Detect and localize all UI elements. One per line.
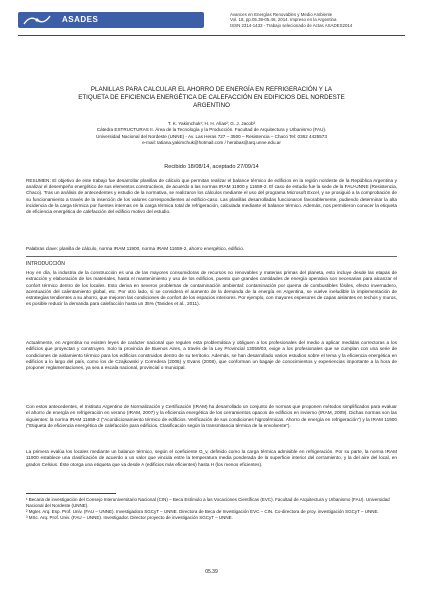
abstract-divider — [26, 256, 397, 257]
page-number: 05.39 — [205, 569, 218, 575]
section-heading-introduction: INTRODUCCIÓN — [26, 261, 65, 267]
journal-line: ISSN 2314-1433 - Trabajo selecionado de Actas ASADES2014 — [230, 22, 353, 28]
body-paragraph: Con estos antecedentes, el Instituto Argentino de Normalización y Certificación (IRAM) ha desarrollado un conjunto de normas que proponen métodos simplificados para evaluar el ahorro de energía en refrigeración en verano (IRAM, 2007) y la eficiencia energética de los cerramientos opacos de edificios en invierno (IRAM, 2009). Dichas normas son las siguientes: la norma IRAM 11659-2 (“Acondicionamiento térmico de edificios. Verificación de sus condiciones higrotérmicas. Ahorro de energía en refrigeración”) y la IRAM 11900 (“Etiqueta de eficiencia energética de calefacción para edificios. Clasificación según la transmitancia térmica de la envolvente”). — [26, 404, 397, 428]
journal-info — [230, 12, 408, 28]
abstract: RESUMEN: El objetivo de este trabajo fue desarrollar planillas de cálculo que permitan realizar el balance térmico de edificios en la región nordeste de la República Argentina y analizar el desempeño energético de sus elementos constructivos, de acuerdo a las normas IRAM 11900 y 11659-2. El caso de estudio fue la sede de la FAU-UNNE (Resistencia, Chaco). Tras un análisis de antecedentes y estudio de la normativa, se realizaron los cálculos mediante el uso del programa Microsoft Excel, y se prosiguió a la comprobación de su funcionamiento a través de la inserción de los valores correspondientes al edificio-caso. Las planillas desarrolladas funcionaron favorablemente, pudiendo determinar la alta incidencia de la carga térmica por fuentes internas en la carga térmica total de refrigeración, calculada mediante el balance térmico. Además, nos permitieron conocer la etiqueta de eficiencia energética de calefacción del edificio motivo del estudio. — [26, 178, 397, 215]
journal-line: Avances en Energías Renovables y Medio Ambiente — [230, 12, 333, 17]
footnote: ² Mgter. Arq. Esp. Prof. Univ. (FAU – UNNE). Investigadora SGCyT – UNNE. Directora de Beca de Investigación EVC – CIN. Co-directora de proy. investigación SGCyT – UNNE. — [26, 509, 379, 514]
received-dates: Recibido 18/08/14, aceptado 27/09/14 — [164, 164, 259, 170]
keywords: Palabras clave: planilla de cálculo, norma IRAM 11900, norma IRAM 11659-2, ahorro energético, edificio. — [26, 246, 245, 251]
title-line: ARGENTINO — [193, 102, 230, 109]
contact-email: e-mail: tatiana.yakimchuk@hotmail.com / herabas@arq.unne.edu.ar — [142, 140, 281, 146]
asades-logo-icon — [22, 14, 52, 26]
journal-line: Vol. 18, pp.05.39-05.46, 2014. Impreso en la Argentina — [230, 17, 337, 23]
affiliation-line: Cátedra ESTRUCTURAS II. Área de la Tecnología y la Producción. Facultad de Arquitectura y Urbanismo (FAU). — [96, 127, 327, 133]
footnote-divider — [26, 493, 116, 494]
affiliation-line: Universidad Nacional del Nordeste (UNNE) - Av. Las Heras 727 – 3500 – Resistencia – Chaco Tel: 0362 4425573 — [96, 133, 327, 139]
body-paragraph: Actualmente, en Argentina no existen leyes de carácter nacional que regulen esta problemática y obliguen a los profesionales del medio a aplicar medidas correctoras a los edificios que proyectan y construyen. Solo la provincia de Buenos Aires, a través de la Ley Provincial 13059/03, exige a los profesionales que se cumplan con una serie de condiciones de aislamiento térmico para los edificios construidos dentro de su territorio. Además, se han desarrollado varios estudios sobre el tema y la eficiencia energética en edificios a lo largo del país, como los de Czajkowski y Corredera (2006) y Evans (2008), que conforman un bagaje de conocimientos y experiencias importante a la hora de proponer reglamentaciones, ya sea a escala nacional, provincial o municipal. — [26, 340, 397, 370]
header-divider — [18, 35, 405, 36]
body-paragraph: La primera evalúa los locales mediante un balance térmico, según el coeficiente G_v, definido como la carga térmica admisible en refrigeración. Por su parte, la norma IRAM 11900 establece una clasificación de acuerdo a un valor que vincula entre la temperatura media ponderada de la superficie interior del cerramiento, y la del aire del local, en grados Celsius. Éste otorga una etiqueta que va desde A (edificios más eficientes) hasta H (los menos eficientes). — [26, 449, 397, 467]
footnotes — [26, 497, 397, 521]
brand-name: ASADES — [62, 15, 99, 24]
body-paragraph: Hoy en día, la industria de la construcción es una de las mayores consumidoras de recursos no renovables y materias primas del planeta, esto incluye desde las etapas de extracción y elaboración de los materiales, hasta el mantenimiento y uso de los edificios, puesto que grandes cantidades de energía operativa son necesarias para alcanzar el confort térmico dentro de los locales. Esto deriva en severos problemas de contaminación ambiental: contaminación por quema de combustibles fósiles, efecto invernadero, acentuación del calentamiento global, etc. Por otro lado, si se considera el aumento de la demanda de la energía en Argentina, se vuelve ineludible la implementación de estrategias tendientes a su ahorro, que mejoren las condiciones de confort de los espacios interiores. Por ejemplo, con mayores espesores de capas aislantes en techos y muros, es posible reducir la demanda para calefacción hasta un 35% (Tanides et al., 2011). — [26, 270, 397, 307]
article-title — [40, 86, 383, 110]
author-names: T. K. Yakimchuk¹; H. H. Alías²; G. J. Jacob³ — [167, 121, 256, 126]
title-line: ETIQUETA DE EFICIENCIA ENERGÉTICA DE CALEFACCIÓN EN EDIFICIOS DEL NORDESTE — [78, 94, 345, 101]
footnote: ¹ Becaria de investigación del Consejo Interuniversitario Nacional (CIN) – Beca Estímulo a las Vocaciones Científicas (EVC). Facultad de Arquitectura y Urbanismo (FAU). Universidad Nacional del Nordeste (UNNE). — [26, 497, 390, 508]
author-block — [40, 121, 383, 147]
title-line: PLANILLAS PARA CALCULAR EL AHORRO DE ENERGÍA EN REFRIGERACIÓN Y LA — [90, 86, 333, 93]
footnote: ³ MSc. Arq. Prof. Univ. (FAU – UNNE). Investigador. Director proyecto de investigación SGCyT – UNNE. — [26, 515, 233, 520]
